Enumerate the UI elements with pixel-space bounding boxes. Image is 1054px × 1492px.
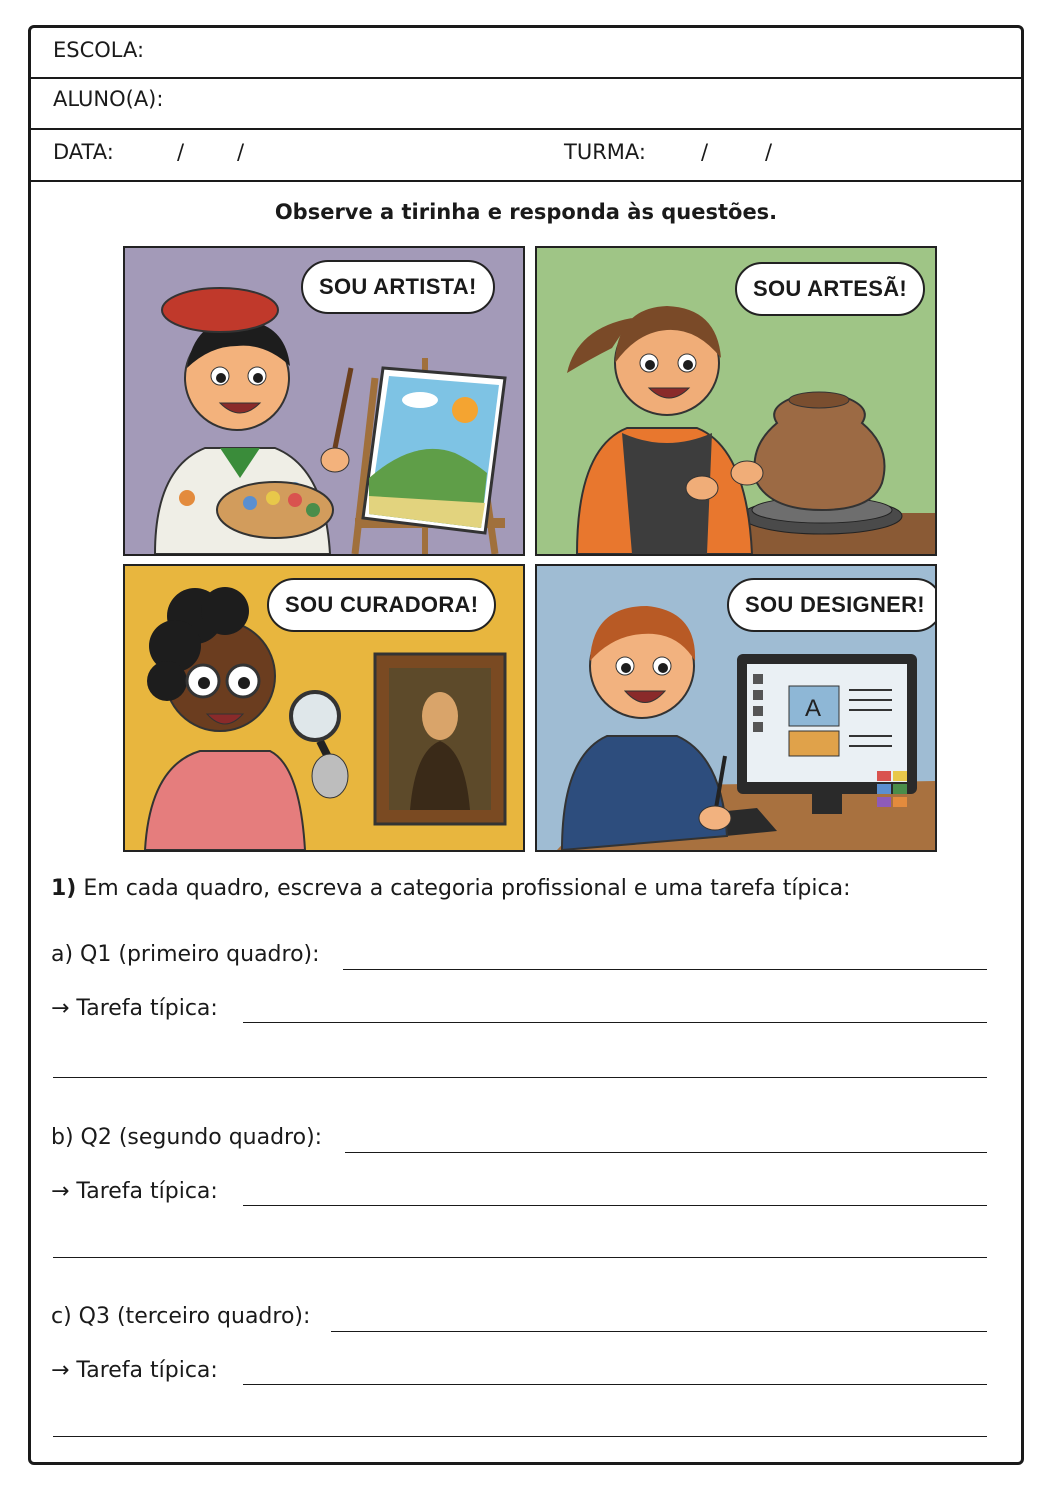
date-class-row bbox=[31, 128, 1021, 182]
answer-line[interactable] bbox=[331, 1331, 987, 1332]
answer-line[interactable] bbox=[345, 1152, 987, 1153]
question-number: 1) bbox=[51, 876, 77, 901]
answer-line[interactable] bbox=[243, 1384, 987, 1385]
task-label: → Tarefa típica: bbox=[51, 996, 218, 1021]
comic-panel-artisan bbox=[535, 246, 937, 556]
speech-bubble: SOU ARTISTA! bbox=[301, 260, 495, 314]
speech-bubble: SOU ARTESÃ! bbox=[735, 262, 925, 316]
speech-bubble: SOU CURADORA! bbox=[267, 578, 496, 632]
worksheet bbox=[28, 25, 1024, 1465]
school-label: ESCOLA: bbox=[53, 38, 145, 62]
answer-line[interactable] bbox=[243, 1022, 987, 1023]
comic-panel-designer bbox=[535, 564, 937, 852]
item-label: b) Q2 (segundo quadro): bbox=[51, 1125, 323, 1150]
item-label: c) Q3 (terceiro quadro): bbox=[51, 1304, 311, 1329]
item-label: a) Q1 (primeiro quadro): bbox=[51, 942, 320, 967]
comic-strip bbox=[123, 246, 937, 852]
comic-panel-curator bbox=[123, 564, 525, 852]
answer-line[interactable] bbox=[343, 969, 987, 970]
screen-letter: A bbox=[805, 695, 822, 722]
school-row bbox=[31, 28, 1021, 79]
comic-panel-artist bbox=[123, 246, 525, 556]
class-slash: / bbox=[765, 140, 773, 164]
question-text: Em cada quadro, escreva a categoria profissional e uma tarefa típica: bbox=[76, 876, 851, 901]
answer-line[interactable] bbox=[53, 1077, 987, 1078]
task-label: → Tarefa típica: bbox=[51, 1179, 218, 1204]
student-label: ALUNO(A): bbox=[53, 87, 164, 111]
class-slash: / bbox=[701, 140, 709, 164]
answer-line[interactable] bbox=[53, 1436, 987, 1437]
date-slash: / bbox=[237, 140, 245, 164]
student-row bbox=[31, 77, 1021, 130]
answer-line[interactable] bbox=[53, 1257, 987, 1258]
answer-line[interactable] bbox=[243, 1205, 987, 1206]
question-1 bbox=[51, 876, 851, 901]
date-label: DATA: bbox=[53, 140, 114, 164]
task-label: → Tarefa típica: bbox=[51, 1358, 218, 1383]
instruction-title: Observe a tirinha e responda às questões. bbox=[274, 200, 778, 224]
speech-bubble: SOU DESIGNER! bbox=[727, 578, 937, 632]
class-label: TURMA: bbox=[564, 140, 646, 164]
date-slash: / bbox=[177, 140, 185, 164]
